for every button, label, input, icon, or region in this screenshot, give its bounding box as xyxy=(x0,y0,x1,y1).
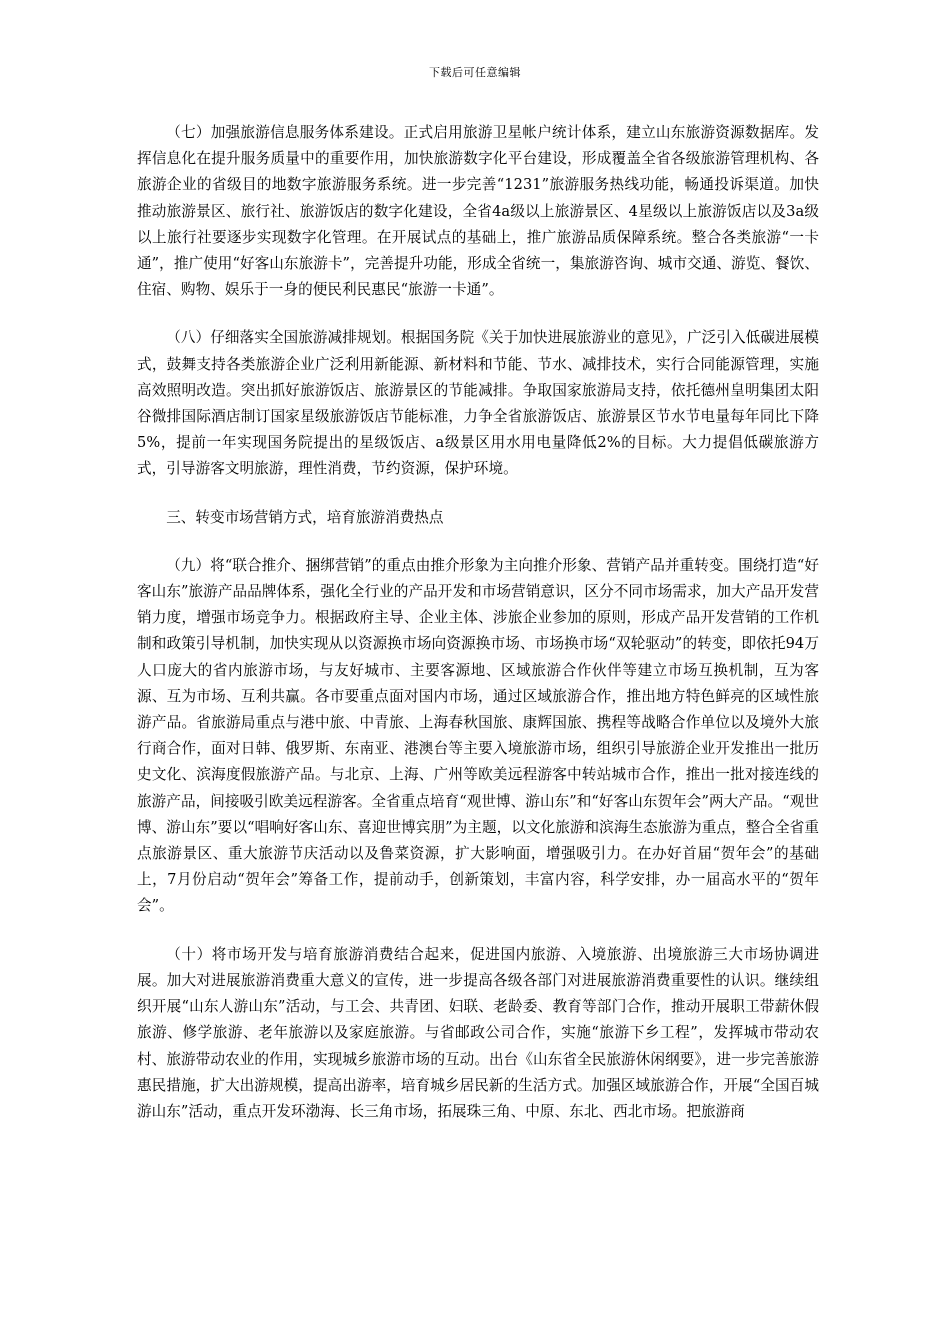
section-heading-3: 三、转变市场营销方式，培育旅游消费热点 xyxy=(166,508,444,526)
page-header-note: 下载后可任意编辑 xyxy=(429,66,521,79)
paragraph-gap xyxy=(137,920,819,942)
paragraph-9: （九）将“联合推介、捆绑营销”的重点由推介形象为主向推介形象、营销产品并重转变。围绕打造“好客山东”旅游产品品牌体系，强化全行业的产品开发和市场营销意识，区分不同市场需求，加大产品开发营销力度，增强市场竞争力。根据政府主导、企业主体、涉旅企业参加的原则，形成产品开发营销的工作机制和政策引导机制，加快实现从以资源换市场向资源换市场、市场换市场“双轮驱动”的转变，即依托94万人口庞大的省内旅游市场，与友好城市、主要客源地、区域旅游合作伙伴等建立市场互换机制，互为客源、互为市场、互利共赢。各市要重点面对国内市场，通过区域旅游合作，推出地方特色鲜亮的区域性旅游产品。省旅游局重点与港中旅、中青旅、上海春秋国旅、康辉国旅、携程等战略合作单位以及境外大旅行商合作，面对日韩、俄罗斯、东南亚、港澳台等主要入境旅游市场，组织引导旅游企业开发推出一批历史文化、滨海度假旅游产品。与北京、上海、广州等欧美远程游客中转站城市合作，推出一批对接连线的旅游产品，间接吸引欧美远程游客。全省重点培育“观世博、游山东”和“好客山东贺年会”两大产品。“观世博、游山东”要以“唱响好客山东、喜迎世博宾朋”为主题，以文化旅游和滨海生态旅游为重点，整合全省重点旅游景区、重大旅游节庆活动以及鲁菜资源，扩大影响面，增强吸引力。在办好首届“贺年会”的基础上，7月份启动“贺年会”筹备工作，提前动手，创新策划，丰富内容，科学安排，办一届高水平的“贺年会”。 xyxy=(137,556,819,915)
paragraph-gap xyxy=(137,303,819,325)
document-body xyxy=(137,120,819,1125)
paragraph-8: （八）仔细落实全国旅游减排规划。根据国务院《关于加快进展旅游业的意见》，广泛引入低碳进展模式，鼓舞支持各类旅游企业广泛利用新能源、新材料和节能、节水、减排技术，实行合同能源管理，实施高效照明改造。突出抓好旅游饭店、旅游景区的节能减排。争取国家旅游局支持，依托德州皇明集团太阳谷微排国际酒店制订国家星级旅游饭店节能标准，力争全省旅游饭店、旅游景区节水节电量每年同比下降5%，提前一年实现国务院提出的星级饭店、a级景区用水用电量降低2%的目标。大力提倡低碳旅游方式，引导游客文明旅游，理性消费，节约资源，保护环境。 xyxy=(137,329,819,478)
paragraph-10: （十）将市场开发与培育旅游消费结合起来，促进国内旅游、入境旅游、出境旅游三大市场协调进展。加大对进展旅游消费重大意义的宣传，进一步提高各级各部门对进展旅游消费重要性的认识。继续组织开展“山东人游山东”活动，与工会、共青团、妇联、老龄委、教育等部门合作，推动开展职工带薪休假旅游、修学旅游、老年旅游以及家庭旅游。与省邮政公司合作，实施“旅游下乡工程”，发挥城市带动农村、旅游带动农业的作用，实现城乡旅游市场的互动。出台《山东省全民旅游休闲纲要》，进一步完善旅游惠民措施，扩大出游规模，提高出游率，培育城乡居民新的生活方式。加强区域旅游合作，开展“全国百城游山东”活动，重点开发环渤海、长三角市场，拓展珠三角、中原、东北、西北市场。把旅游商 xyxy=(137,945,819,1120)
paragraph-gap xyxy=(137,531,819,553)
paragraph-7: （七）加强旅游信息服务体系建设。正式启用旅游卫星帐户统计体系，建立山东旅游资源数据库。发挥信息化在提升服务质量中的重要作用，加快旅游数字化平台建设，形成覆盖全省各级旅游管理机构、各旅游企业的省级目的地数字旅游服务系统。进一步完善“1231”旅游服务热线功能，畅通投诉渠道。加快推动旅游景区、旅行社、旅游饭店的数字化建设，全省4a级以上旅游景区、4星级以上旅游饭店以及3a级以上旅行社要逐步实现数字化管理。在开展试点的基础上，推广旅游品质保障系统。整合各类旅游“一卡通”，推广使用“好客山东旅游卡”，完善提升功能，形成全省统一，集旅游咨询、城市交通、游览、餐饮、住宿、购物、娱乐于一身的便民利民惠民“旅游一卡通”。 xyxy=(137,124,819,299)
paragraph-gap xyxy=(137,483,819,505)
